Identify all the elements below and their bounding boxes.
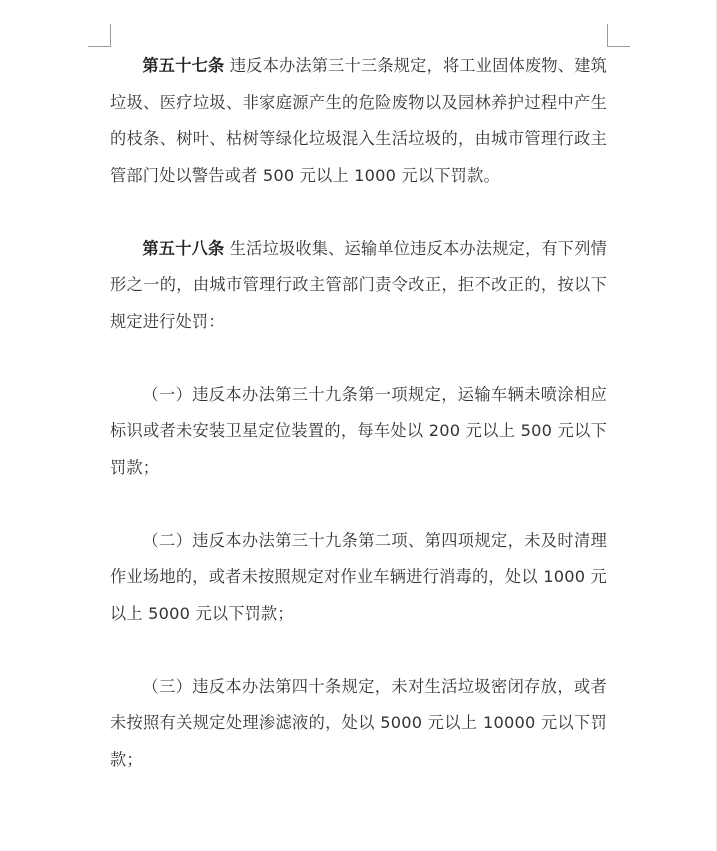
article-57-heading: 第五十七条 [142, 56, 225, 75]
article-57-text: 违反本办法第三十三条规定，将工业固体废物、建筑垃圾、医疗垃圾、非家庭源产生的危险废物以及园林养护过程中产生的枝条、树叶、枯树等绿化垃圾混入生活垃圾的，由城市管理行政主管部门处以警告或者 500 元以上 1000 元以下罚款。 [110, 56, 607, 185]
item-1-paragraph: （一）违反本办法第三十九条第一项规定，运输车辆未喷涂相应标识或者未安装卫星定位装置的，每车处以 200 元以上 500 元以下罚款； [110, 384, 607, 477]
document-body [110, 48, 607, 778]
top-left-margin-mark [88, 24, 111, 47]
item-3-paragraph: （三）违反本办法第四十条规定，未对生活垃圾密闭存放，或者未按照有关规定处理渗滤液的，处以 5000 元以上 10000 元以下罚款； [110, 676, 607, 769]
paragraph-spacer [110, 486, 607, 523]
top-right-margin-mark [607, 24, 630, 47]
paragraph-spacer [110, 194, 607, 231]
paragraph-spacer [110, 632, 607, 669]
article-57-paragraph [110, 48, 607, 194]
article-58-paragraph [110, 231, 607, 341]
article-58-heading: 第五十八条 [142, 238, 225, 258]
article-58-text: 生活垃圾收集、运输单位违反本办法规定，有下列情形之一的，由城市管理行政主管部门责令改正，拒不改正的，按以下规定进行处罚： [110, 238, 607, 331]
paragraph-spacer [110, 340, 607, 377]
item-2-paragraph: （二）违反本办法第三十九条第二项、第四项规定，未及时清理作业场地的，或者未按照规定对作业车辆进行消毒的，处以 1000 元以上 5000 元以下罚款； [110, 530, 607, 623]
